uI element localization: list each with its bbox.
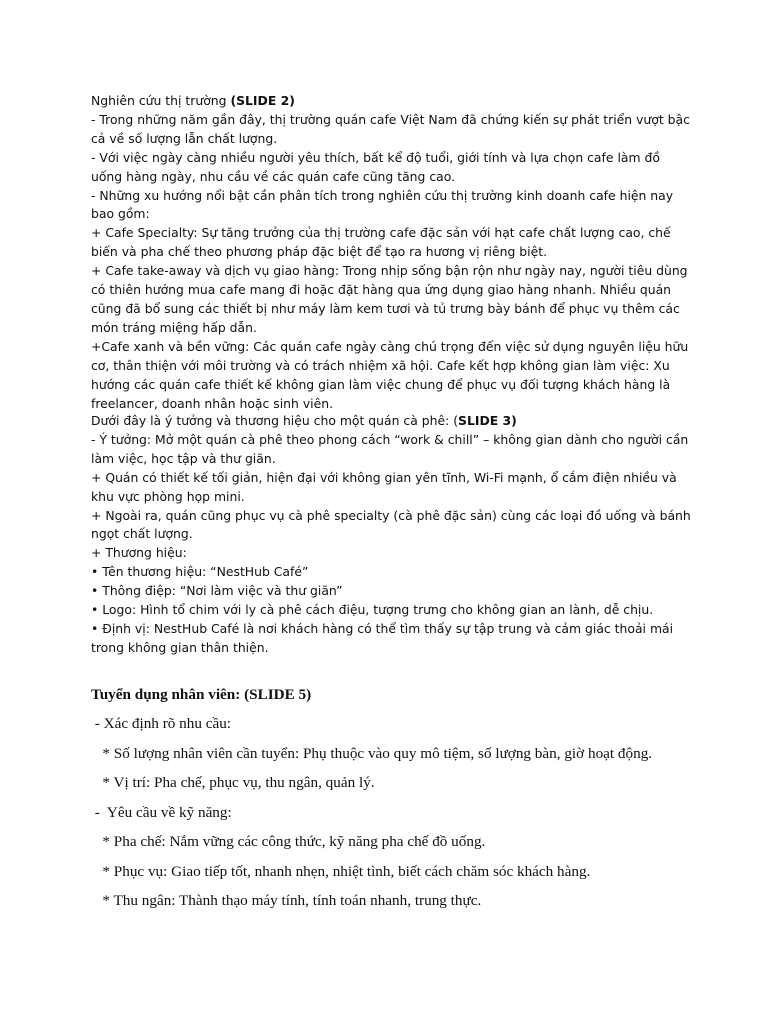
paragraph: + Quán có thiết kế tối giản, hiện đại với không gian yên tĩnh, Wi-Fi mạnh, ổ cắm điện nhiều và khu vực phòng họp mini. <box>91 469 677 504</box>
paragraph: - Những xu hướng nổi bật cần phân tích trong nghiên cứu thị trường kinh doanh cafe hiện nay bao gồm: <box>91 187 674 222</box>
paragraph: + Cafe take-away và dịch vụ giao hàng: Trong nhịp sống bận rộn như ngày nay, người tiêu dùng có thiên hướng mua cafe mang đi hoặc đặt hàng qua ứng dụng giao hàng nhanh. Nhiều quán cũng đã bổ sung các thiết bị như máy làm kem tươi và tủ trưng bày bánh để phục vụ thêm các món tráng miệng hấp dẫn. <box>91 263 688 335</box>
recruitment-section <box>91 684 711 920</box>
paragraph: - Trong những năm gần đây, thị trường quán cafe Việt Nam đã chứng kiến sự phát triển vượt bậc cả về số lượng lẫn chất lượng. <box>91 111 690 146</box>
paragraph: + Cafe Specialty: Sự tăng trưởng của thị trường cafe đặc sản với hạt cafe chất lượng cao, chế biến và pha chế theo phương pháp đặc biệt để tạo ra hương vị riêng biệt. <box>91 225 671 260</box>
bullet-item: • Thông điệp: “Nơi làm việc và thư giãn” <box>91 583 343 599</box>
paragraph: + Thương hiệu: <box>91 545 187 561</box>
paragraph: * Vị trí: Pha chế, phục vụ, thu ngân, quản lý. <box>91 774 375 791</box>
paragraph: * Số lượng nhân viên cần tuyển: Phụ thuộc vào quy mô tiệm, số lượng bàn, giờ hoạt động. <box>91 744 653 762</box>
market-research-section <box>91 92 691 413</box>
paragraph: * Thu ngân: Thành thạo máy tính, tính toán nhanh, trung thực. <box>91 892 482 909</box>
market-research-heading: Nghiên cứu thị trường (SLIDE 2) <box>91 93 295 108</box>
paragraph: * Pha chế: Nắm vững các công thức, kỹ năng pha chế đồ uống. <box>91 833 486 850</box>
paragraph: * Phục vụ: Giao tiếp tốt, nhanh nhẹn, nhiệt tình, biết cách chăm sóc khách hàng. <box>91 862 591 880</box>
brand-idea-section <box>91 412 691 658</box>
paragraph: + Ngoài ra, quán cũng phục vụ cà phê specialty (cà phê đặc sản) cùng các loại đồ uống và bánh ngọt chất lượng. <box>91 507 691 542</box>
slide-3-label: SLIDE 3) <box>458 413 517 428</box>
paragraph: +Cafe xanh và bền vững: Các quán cafe ngày càng chú trọng đến việc sử dụng nguyên liệu hữu cơ, thân thiện với môi trường và có trách nhiệm xã hội. Cafe kết hợp không gian làm việc: Xu hướng các quán cafe thiết kế không gian làm việc chung để phục vụ đối tượng khách hàng là freelancer, doanh nhân hoặc sinh viên. <box>91 338 689 411</box>
paragraph: - Yêu cầu về kỹ năng: <box>91 803 232 821</box>
paragraph: - Ý tưởng: Mở một quán cà phê theo phong cách “work & chill” – không gian dành cho người cần làm việc, học tập và thư giãn. <box>91 431 689 466</box>
bullet-item: • Định vị: NestHub Café là nơi khách hàng có thể tìm thấy sự tập trung và cảm giác thoải mái trong không gian thân thiện. <box>91 620 674 655</box>
brand-idea-heading: Dưới đây là ý tưởng và thương hiệu cho một quán cà phê: (SLIDE 3) <box>91 413 517 428</box>
bullet-item: • Tên thương hiệu: “NestHub Café” <box>91 564 309 580</box>
bullet-item: • Logo: Hình tổ chim với ly cà phê cách điệu, tượng trưng cho không gian an lành, dễ chịu. <box>91 602 654 618</box>
paragraph: - Với việc ngày càng nhiều người yêu thích, bất kể độ tuổi, giới tính và lựa chọn cafe làm đồ uống hàng ngày, nhu cầu về các quán cafe cũng tăng cao. <box>91 149 660 184</box>
recruitment-heading: Tuyển dụng nhân viên: (SLIDE 5) <box>91 686 312 703</box>
paragraph: - Xác định rõ nhu cầu: <box>91 715 232 732</box>
slide-2-label: (SLIDE 2) <box>230 93 295 108</box>
